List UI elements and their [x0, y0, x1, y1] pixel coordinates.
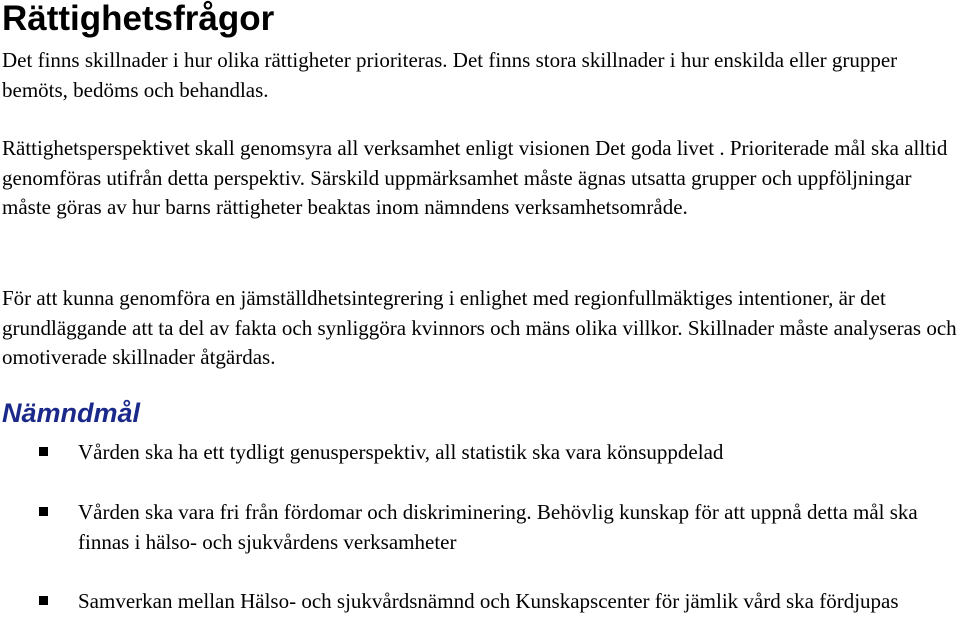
square-bullet-icon	[39, 507, 48, 516]
section-heading-committee-goals: Nämndmål	[2, 398, 141, 428]
paragraph-gender-equality: För att kunna genomföra en jämställdhetsintegrering i enlighet med regionfullmäktiges intentioner, är det grundläggande att ta del av fakta och synliggöra kvinnors och mäns olika villkor. Skillnader måste analyseras och omotiverade skillnader åtgärdas.	[2, 286, 957, 369]
goal-text: Vården ska ha ett tydligt genusperspektiv, all statistik ska vara könsuppdelad	[78, 440, 724, 464]
goal-text: Vården ska vara fri från fördomar och diskriminering. Behövlig kunskap för att uppnå detta mål ska finnas i hälso- och sjukvårdens verksamheter	[78, 500, 918, 554]
page-title: Rättighetsfrågor	[2, 0, 275, 38]
goal-text: Samverkan mellan Hälso- och sjukvårdsnämnd och Kunskapscenter för jämlik vård ska fördjupas	[78, 589, 899, 613]
paragraph-rights-perspective: Rättighetsperspektivet skall genomsyra all verksamhet enligt visionen Det goda livet . Prioriterade mål ska alltid genomföras utifrån detta perspektiv. Särskild uppmärksamhet måste ägnas utsatta grupper och uppföljningar måste göras av hur barns rättigheter beaktas inom nämndens verksamhetsområde.	[2, 136, 948, 219]
paragraph-rights-priorities: Det finns skillnader i hur olika rättigheter prioriteras. Det finns stora skillnader i hur enskilda eller grupper bemöts, bedöms och behandlas.	[2, 48, 898, 102]
square-bullet-icon	[39, 596, 48, 605]
square-bullet-icon	[39, 447, 48, 456]
